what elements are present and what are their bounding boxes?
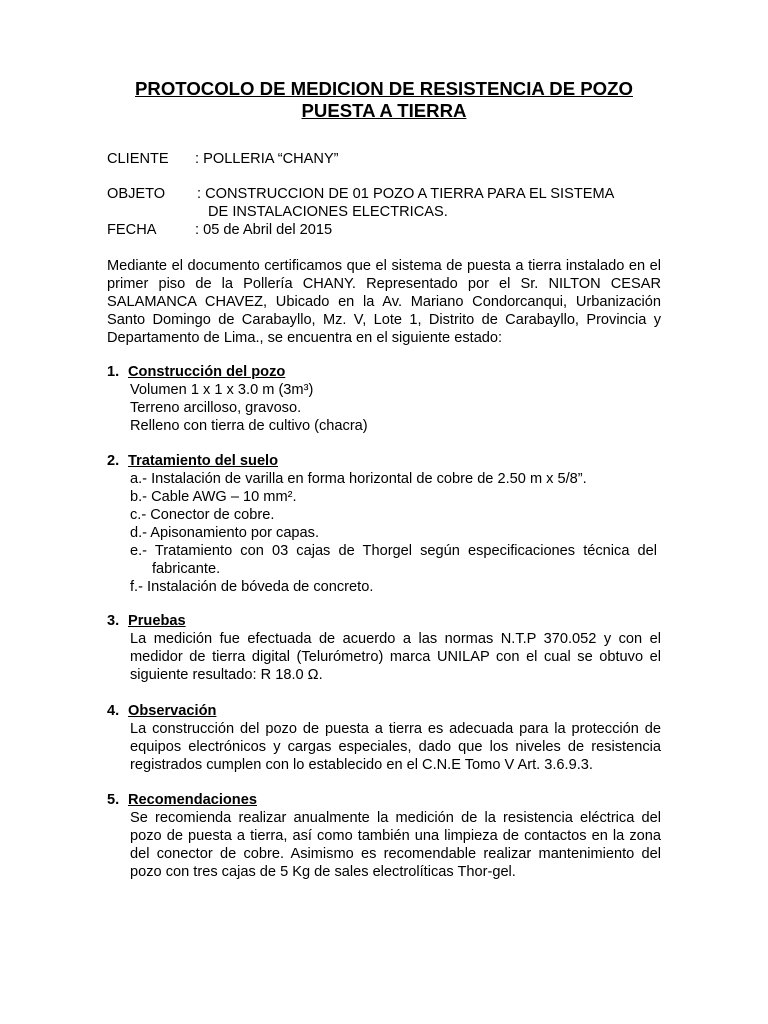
client-value: : POLLERIA “CHANY” [195,151,339,167]
section-observation [107,702,661,774]
list-item: f.- Instalación de bóveda de concreto. [130,579,374,595]
list-item: Relleno con tierra de cultivo (chacra) [130,418,368,434]
section-title: Construcción del pozo [128,364,286,380]
section-construction [107,363,661,435]
object-label: OBJETO [107,186,166,202]
section-number: 3. [107,613,120,629]
intro-paragraph: Mediante el documento certificamos que el sistema de puesta a tierra instalado en el primer piso de la Pollería CHANY. Representado por el Sr. NILTON CESAR SALAMANCA CHAVEZ, Ubicado en la Av. Mariano Condorcanqui, Urbanización Santo Domingo de Carabayllo, Mz. V, Lote 1, Distrito de Carabayllo, Provincia y Departamento de Lima., se encuentra en el siguiente estado: [107,258,661,346]
section-text: Se recomienda realizar anualmente la medición de la resistencia eléctrica del pozo de puesta a tierra, así como también una limpieza de contactos en la zona del conector de cobre. Asimismo es recomendable realizar mantenimiento del pozo con tres cajas de 5 Kg de sales electrolíticas Thor-gel. [130,810,661,880]
object-value-line-2: DE INSTALACIONES ELECTRICAS. [208,204,448,220]
date-label: FECHA [107,222,157,238]
document-title [100,78,668,122]
section-title: Pruebas [128,613,186,629]
date-value: : 05 de Abril del 2015 [195,222,333,238]
section-number: 4. [107,703,120,719]
object-value-line-1: : CONSTRUCCION DE 01 POZO A TIERRA PARA EL SISTEMA [197,186,615,202]
section-tests [107,612,661,684]
section-title: Recomendaciones [128,792,257,808]
list-item: b.- Cable AWG – 10 mm². [130,489,297,505]
list-item [130,542,661,578]
section-title: Observación [128,703,217,719]
section-text: La medición fue efectuada de acuerdo a las normas N.T.P 370.052 y con el medidor de tierra digital (Telurómetro) marca UNILAP con el cual se obtuvo el siguiente resultado: R 18.0 Ω. [130,631,661,683]
client-label: CLIENTE [107,151,169,167]
title-line-1: PROTOCOLO DE MEDICION DE RESISTENCIA DE POZO [135,78,633,99]
list-item: Volumen 1 x 1 x 3.0 m (3m³) [130,382,314,398]
section-soil-treatment [107,452,661,596]
section-number: 2. [107,453,120,469]
list-item-continuation: fabricante. [152,561,221,577]
list-item: c.- Conector de cobre. [130,507,275,523]
section-number: 5. [107,792,120,808]
section-number: 1. [107,364,120,380]
list-item: Terreno arcilloso, gravoso. [130,400,302,416]
title-line-2: PUESTA A TIERRA [301,100,467,121]
list-item: a.- Instalación de varilla en forma horizontal de cobre de 2.50 m x 5/8”. [130,471,587,487]
section-text: La construcción del pozo de puesta a tierra es adecuada para la protección de equipos electrónicos y cargas especiales, dado que los niveles de resistencia registrados cumplen con lo establecido en el C.N.E Tomo V Art. 3.6.9.3. [130,721,661,773]
section-title: Tratamiento del suelo [128,453,279,469]
section-recommendations [107,791,661,881]
list-item-text: e.- Tratamiento con 03 cajas de Thorgel según especificaciones técnica del [130,543,658,559]
list-item: d.- Apisonamiento por capas. [130,525,320,541]
